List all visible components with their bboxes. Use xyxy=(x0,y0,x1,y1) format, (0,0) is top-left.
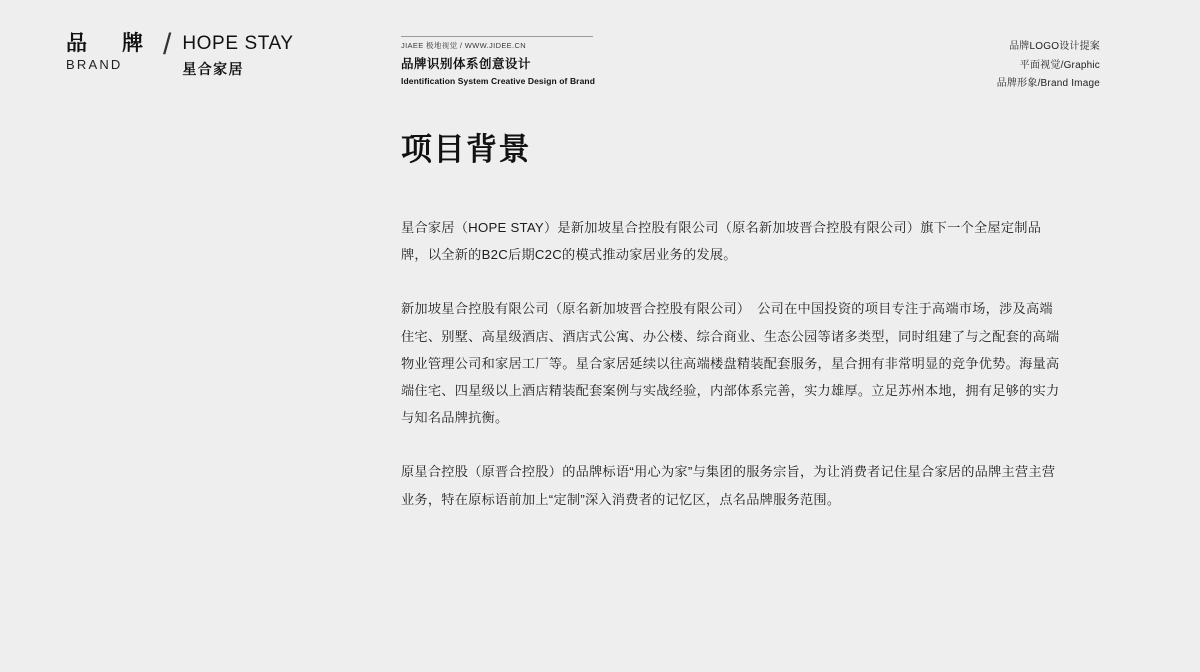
logo-right xyxy=(182,32,293,78)
logo-divider-slash: / xyxy=(163,28,172,61)
logo-en-text: BRAND xyxy=(66,57,123,73)
page-header xyxy=(0,0,1200,110)
header-rule xyxy=(401,36,593,37)
logo-cn-text: 品 牌 xyxy=(66,32,150,55)
brand-logo xyxy=(66,28,294,78)
studio-credit: JIAEE 极地视觉 / WWW.JIDEE.CN xyxy=(401,41,527,50)
logo-left xyxy=(66,32,150,73)
header-right-line-3: 品牌形象/Brand Image xyxy=(996,78,1100,89)
body-paragraph-1: 星合家居（HOPE STAY）是新加坡星合控股有限公司（原名新加坡晋合控股有限公司）旗下一个全屋定制品牌，以全新的B2C后期C2C的模式推动家居业务的发展。 xyxy=(401,220,1042,263)
header-subtitle-en: Identification System Creative Design of Brand xyxy=(401,76,596,86)
main-content xyxy=(401,133,1061,513)
brand-name-cn: 星合家居 xyxy=(182,60,244,77)
header-right-line-1: 品牌LOGO设计提案 xyxy=(1009,41,1100,52)
page-title: 项目背景 xyxy=(401,132,531,167)
brand-name-en: HOPE STAY xyxy=(182,33,294,54)
body-paragraph-2: 新加坡星合控股有限公司（原名新加坡晋合控股有限公司） 公司在中国投资的项目专注于高端市场，涉及高端住宅、别墅、高星级酒店、酒店式公寓、办公楼、综合商业、生态公园等诸多类型，同时组建了与之配套的高端物业管理公司和家居工厂等。星合家居延续以往高端楼盘精装配套服务，星合拥有非常明显的竞争优势。海量高端住宅、四星级以上酒店精装配套案例与实战经验，内部体系完善，实力雄厚。立足苏州本地，拥有足够的实力与知名品牌抗衡。 xyxy=(401,301,1060,426)
body-paragraph-3: 原星合控股（原晋合控股）的品牌标语“用心为家”与集团的服务宗旨，为让消费者记住星合家居的品牌主营主营业务，特在原标语前加上“定制”深入消费者的记忆区，点名品牌服务范围。 xyxy=(401,464,1056,507)
header-subtitle-cn: 品牌识别体系创意设计 xyxy=(401,57,532,72)
header-right-info xyxy=(997,38,1100,94)
header-right-line-2: 平面视觉/Graphic xyxy=(1019,59,1100,71)
header-center-info xyxy=(401,36,595,87)
